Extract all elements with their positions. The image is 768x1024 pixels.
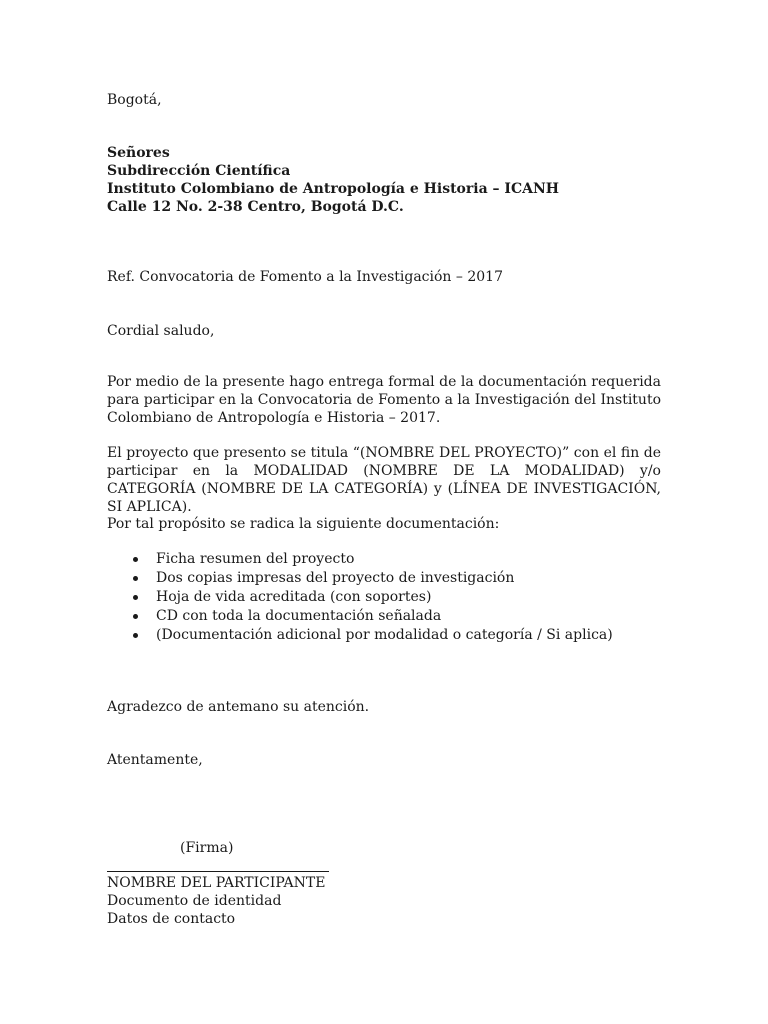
paragraph-submission	[107, 373, 661, 427]
letter-page	[107, 0, 661, 1024]
signature-label: (Firma)	[180, 840, 234, 856]
recipient-department: Subdirección Científica	[107, 163, 291, 179]
paragraph-submission-text: Por medio de la presente hago entrega formal de la documentación requerida para participar en la Convocatoria de Fomento a la Investigación del Instituto Colombiano de Antropología e Historia – 2017.	[107, 374, 661, 426]
participant-name: NOMBRE DEL PARTICIPANTE	[107, 875, 326, 891]
list-item: Hoja de vida acreditada (con soportes)	[107, 588, 613, 607]
signature-line	[107, 871, 329, 872]
closing-line: Atentamente,	[107, 752, 203, 768]
greeting-line: Cordial saludo,	[107, 323, 215, 339]
recipient-salutation: Señores	[107, 145, 170, 161]
paragraph-project-text: El proyecto que presento se titula “(NOMBRE DEL PROYECTO)” con el fin de participar en la MODALIDAD (NOMBRE DE LA MODALIDAD) y/o CATEGORÍA (NOMBRE DE LA CATEGORÍA) y (LÍNEA DE INVESTIGACIÓN, SI APLICA).	[107, 445, 661, 515]
list-item: Ficha resumen del proyecto	[107, 550, 613, 569]
list-item: Dos copias impresas del proyecto de investigación	[107, 569, 613, 588]
documents-list	[107, 550, 613, 645]
recipient-institution: Instituto Colombiano de Antropología e Historia – ICANH	[107, 181, 559, 197]
participant-id: Documento de identidad	[107, 893, 282, 909]
city-line: Bogotá,	[107, 92, 162, 108]
list-item: (Documentación adicional por modalidad o categoría / Si aplica)	[107, 626, 613, 645]
recipient-address: Calle 12 No. 2-38 Centro, Bogotá D.C.	[107, 199, 404, 215]
reference-line: Ref. Convocatoria de Fomento a la Investigación – 2017	[107, 269, 503, 285]
participant-contact: Datos de contacto	[107, 911, 236, 927]
list-item: CD con toda la documentación señalada	[107, 607, 613, 626]
paragraph-documents-intro: Por tal propósito se radica la siguiente documentación:	[107, 516, 500, 532]
paragraph-project	[107, 444, 661, 516]
thanks-line: Agradezco de antemano su atención.	[107, 699, 370, 715]
